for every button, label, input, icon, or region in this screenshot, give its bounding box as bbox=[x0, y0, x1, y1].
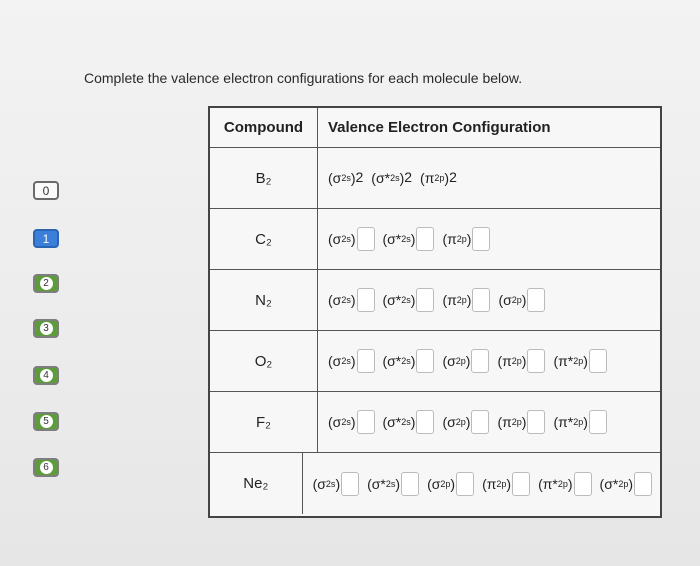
orbital-subscript: 2p bbox=[511, 295, 522, 305]
orbital-term bbox=[442, 227, 490, 251]
compound-name: Ne₂ bbox=[210, 453, 303, 514]
electron-count-dropzone[interactable] bbox=[527, 410, 545, 434]
orbital-subscript: 2p bbox=[455, 356, 466, 366]
orbital-subscript: 2p bbox=[455, 417, 466, 427]
answer-tile-4[interactable] bbox=[33, 366, 59, 385]
orbital-close: ) bbox=[350, 414, 356, 430]
orbital-close: ) bbox=[350, 231, 356, 247]
orbital-label: (σ* bbox=[367, 475, 386, 492]
configuration-cell bbox=[303, 453, 660, 514]
answer-tile-6[interactable] bbox=[33, 458, 59, 477]
orbital-subscript: 2p bbox=[557, 478, 568, 489]
orbital-close: ) bbox=[399, 170, 405, 186]
compound-name: B₂ bbox=[210, 148, 318, 208]
orbital-subscript: 2p bbox=[456, 295, 467, 305]
electron-count-dropzone[interactable] bbox=[416, 349, 434, 373]
compound-name: O₂ bbox=[210, 331, 318, 391]
orbital-term bbox=[371, 166, 412, 190]
orbital-label: (π bbox=[497, 353, 512, 369]
orbital-subscript: 2s bbox=[341, 234, 351, 244]
orbital-subscript: 2p bbox=[434, 173, 445, 183]
orbital-term bbox=[600, 472, 652, 496]
table-row bbox=[210, 392, 660, 453]
table-row bbox=[210, 209, 660, 270]
orbital-term bbox=[442, 288, 490, 312]
orbital-term bbox=[442, 349, 489, 373]
orbital-label: (σ* bbox=[371, 170, 391, 186]
orbital-term bbox=[497, 410, 545, 434]
orbital-label: (σ* bbox=[382, 414, 402, 430]
orbital-subscript: 2s bbox=[401, 356, 411, 366]
orbital-close: ) bbox=[410, 231, 416, 247]
orbital-subscript: 2p bbox=[573, 356, 584, 366]
electron-count-dropzone[interactable] bbox=[416, 288, 434, 312]
orbital-label: (σ bbox=[442, 414, 456, 430]
orbital-close: ) bbox=[521, 292, 527, 308]
orbital-close: ) bbox=[335, 475, 341, 492]
electron-count-dropzone[interactable] bbox=[634, 472, 652, 496]
orbital-term bbox=[383, 227, 435, 251]
orbital-term bbox=[383, 288, 435, 312]
orbital-close: ) bbox=[350, 170, 356, 186]
answer-tile-label: 5 bbox=[40, 415, 53, 428]
orbital-term bbox=[427, 472, 474, 496]
orbital-term bbox=[553, 410, 606, 434]
header-compound: Compound bbox=[210, 108, 318, 147]
electron-count-dropzone[interactable] bbox=[472, 288, 490, 312]
orbital-close: ) bbox=[450, 475, 456, 492]
orbital-term bbox=[383, 410, 435, 434]
configuration-cell bbox=[318, 331, 660, 391]
answer-tile-label: 6 bbox=[40, 461, 53, 474]
answer-tile-label: 3 bbox=[40, 322, 53, 335]
answer-tile-3[interactable] bbox=[33, 319, 59, 338]
orbital-label: (σ* bbox=[382, 231, 402, 247]
orbital-close: ) bbox=[466, 231, 472, 247]
electron-count-dropzone[interactable] bbox=[589, 410, 607, 434]
orbital-close: ) bbox=[583, 414, 588, 430]
orbital-close: ) bbox=[350, 353, 356, 369]
orbital-term bbox=[328, 166, 363, 190]
orbital-label: (σ bbox=[328, 292, 342, 308]
orbital-term bbox=[553, 349, 606, 373]
orbital-label: (σ bbox=[328, 353, 342, 369]
orbital-term bbox=[498, 288, 545, 312]
table-body bbox=[210, 148, 660, 514]
electron-count-dropzone[interactable] bbox=[357, 410, 375, 434]
orbital-term bbox=[328, 410, 375, 434]
orbital-subscript: 2p bbox=[440, 478, 451, 489]
orbital-label: (σ* bbox=[382, 353, 402, 369]
electron-count-dropzone[interactable] bbox=[416, 227, 434, 251]
orbital-subscript: 2s bbox=[341, 356, 351, 366]
orbital-close: ) bbox=[410, 414, 416, 430]
orbital-close: ) bbox=[444, 170, 450, 186]
orbital-term bbox=[367, 472, 419, 496]
orbital-label: (σ bbox=[312, 475, 326, 492]
header-configuration: Valence Electron Configuration bbox=[328, 119, 551, 136]
orbital-subscript: 2s bbox=[401, 234, 411, 244]
orbital-subscript: 2s bbox=[401, 417, 411, 427]
orbital-label: (σ bbox=[328, 231, 342, 247]
answer-tile-0[interactable]: 0 bbox=[33, 181, 59, 200]
answer-tile-label: 4 bbox=[40, 369, 53, 382]
electron-count-dropzone[interactable]: 2 bbox=[404, 169, 413, 185]
instructions-text: Complete the valence electron configurations for each molecule below. bbox=[84, 70, 523, 86]
orbital-subscript: 2s bbox=[390, 173, 400, 183]
orbital-label: (σ bbox=[328, 414, 342, 430]
orbital-term bbox=[442, 410, 489, 434]
electron-count-dropzone[interactable] bbox=[357, 227, 375, 251]
answer-tile-2[interactable] bbox=[33, 274, 59, 293]
orbital-label: (π* bbox=[553, 414, 574, 430]
orbital-label: (π* bbox=[553, 353, 574, 369]
answer-tile-label: 2 bbox=[40, 277, 53, 290]
orbital-term bbox=[328, 349, 375, 373]
compound-name: F₂ bbox=[210, 392, 318, 452]
orbital-subscript: 2s bbox=[341, 295, 351, 305]
orbital-subscript: 2s bbox=[341, 173, 351, 183]
orbital-subscript: 2p bbox=[496, 478, 507, 489]
configuration-cell bbox=[318, 148, 660, 208]
orbital-close: ) bbox=[521, 414, 527, 430]
orbital-close: ) bbox=[410, 292, 416, 308]
electron-count-dropzone[interactable] bbox=[456, 472, 474, 496]
orbital-close: ) bbox=[466, 292, 472, 308]
answer-tile-1[interactable]: 1 bbox=[33, 229, 59, 248]
orbital-close: ) bbox=[395, 475, 401, 492]
electron-count-dropzone[interactable] bbox=[357, 349, 375, 373]
table-row bbox=[210, 148, 660, 209]
orbital-close: ) bbox=[628, 475, 633, 492]
orbital-subscript: 2p bbox=[511, 417, 522, 427]
orbital-subscript: 2p bbox=[618, 478, 629, 489]
orbital-close: ) bbox=[465, 353, 471, 369]
electron-count-dropzone[interactable] bbox=[471, 410, 489, 434]
orbital-term bbox=[538, 472, 591, 496]
orbital-label: (π bbox=[497, 414, 512, 430]
orbital-close: ) bbox=[350, 292, 356, 308]
orbital-subscript: 2p bbox=[456, 234, 467, 244]
orbital-label: (π bbox=[420, 170, 435, 186]
orbital-close: ) bbox=[465, 414, 471, 430]
orbital-label: (π bbox=[442, 231, 457, 247]
table-row bbox=[210, 270, 660, 331]
configuration-cell bbox=[318, 270, 660, 330]
configuration-cell bbox=[318, 392, 660, 452]
orbital-close: ) bbox=[506, 475, 512, 492]
compound-name: N₂ bbox=[210, 270, 318, 330]
orbital-term bbox=[313, 472, 360, 496]
compound-name: C₂ bbox=[210, 209, 318, 269]
orbital-subscript: 2p bbox=[573, 417, 584, 427]
electron-count-dropzone[interactable]: 2 bbox=[355, 169, 364, 185]
orbital-subscript: 2s bbox=[385, 478, 396, 489]
electron-count-dropzone[interactable] bbox=[527, 349, 545, 373]
electron-count-dropzone[interactable] bbox=[416, 410, 434, 434]
orbital-subscript: 2s bbox=[341, 417, 351, 427]
configuration-cell bbox=[318, 209, 660, 269]
orbital-term bbox=[328, 227, 375, 251]
table-row bbox=[210, 331, 660, 392]
electron-count-dropzone[interactable] bbox=[401, 472, 419, 496]
orbital-subscript: 2s bbox=[325, 478, 336, 489]
answer-tile-5[interactable] bbox=[33, 412, 59, 431]
orbital-term bbox=[383, 349, 435, 373]
electron-count-dropzone[interactable] bbox=[471, 349, 489, 373]
orbital-label: (π bbox=[482, 475, 497, 492]
orbital-label: (σ* bbox=[382, 292, 402, 308]
orbital-label: (σ bbox=[442, 353, 456, 369]
orbital-label: (π bbox=[442, 292, 457, 308]
orbital-subscript: 2p bbox=[511, 356, 522, 366]
electron-count-dropzone[interactable] bbox=[527, 288, 545, 312]
orbital-term bbox=[497, 349, 545, 373]
table-row bbox=[210, 453, 660, 514]
orbital-label: (π* bbox=[538, 475, 558, 492]
orbital-close: ) bbox=[521, 353, 527, 369]
orbital-label: (σ* bbox=[599, 475, 619, 492]
electron-count-dropzone[interactable] bbox=[357, 288, 375, 312]
electron-count-dropzone[interactable] bbox=[341, 472, 359, 496]
configuration-table bbox=[208, 106, 662, 518]
orbital-term bbox=[482, 472, 530, 496]
electron-count-dropzone[interactable] bbox=[472, 227, 490, 251]
orbital-term bbox=[328, 288, 375, 312]
electron-count-dropzone[interactable] bbox=[574, 472, 592, 496]
orbital-label: (σ bbox=[328, 170, 342, 186]
orbital-close: ) bbox=[567, 475, 573, 492]
table-header-row bbox=[210, 108, 660, 148]
orbital-term bbox=[420, 166, 457, 190]
orbital-close: ) bbox=[583, 353, 588, 369]
electron-count-dropzone[interactable] bbox=[589, 349, 607, 373]
orbital-subscript: 2s bbox=[401, 295, 411, 305]
electron-count-dropzone[interactable]: 2 bbox=[449, 169, 457, 185]
orbital-label: (σ bbox=[498, 292, 512, 308]
orbital-close: ) bbox=[410, 353, 416, 369]
electron-count-dropzone[interactable] bbox=[512, 472, 530, 496]
orbital-label: (σ bbox=[427, 475, 441, 492]
